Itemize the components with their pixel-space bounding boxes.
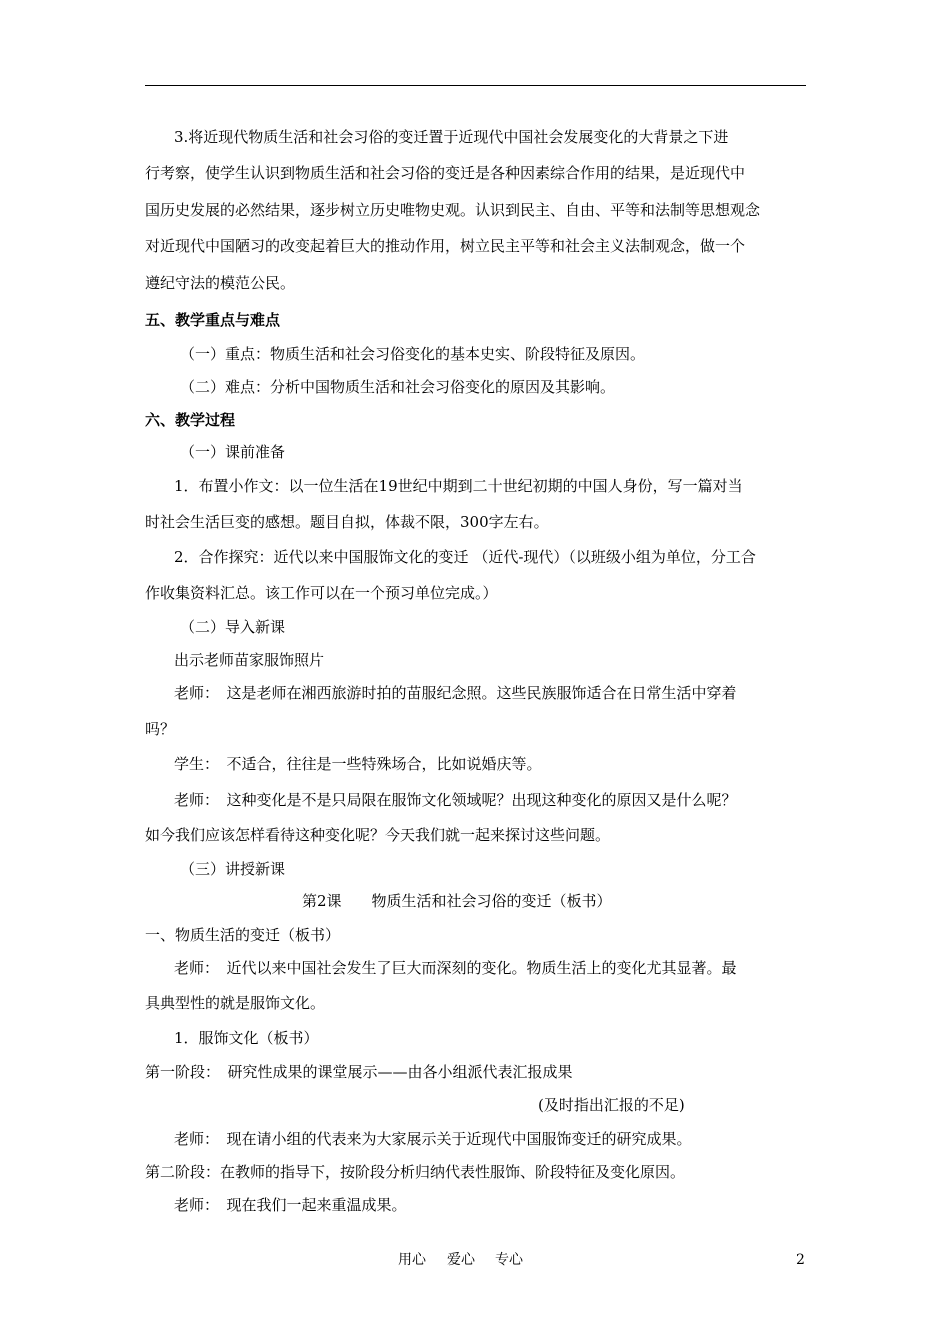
lesson-title: 第2课 物质生活和社会习俗的变迁（板书） [302,892,612,910]
subheading: （二）导入新课 [180,618,286,636]
note-line: (及时指出汇报的不足) [538,1096,685,1114]
dialogue-line: 吗？ [145,720,176,738]
paragraph-line: 2．合作探究：近代以来中国服饰文化的变迁 （近代-现代）（以班级小组为单位，分工合 [174,548,756,566]
dialogue-line: 老师： 这种变化是不是只局限在服饰文化领域呢？出现这种变化的原因又是什么呢？ [174,791,737,809]
page-number: 2 [796,1252,805,1268]
paragraph-line: 国历史发展的必然结果，逐步树立历史唯物史观。认识到民主、自由、平等和法制等思想观念 [145,201,761,219]
difficult-point: （二）难点：分析中国物质生活和社会习俗变化的原因及其影响。 [180,378,616,396]
footer-motto: 用心 [398,1252,426,1268]
section-heading: 五、教学重点与难点 [145,311,281,329]
footer-motto: 专心 [495,1252,523,1268]
subheading: （一）课前准备 [180,443,286,461]
part-heading: 一、物质生活的变迁（板书） [145,926,341,944]
paragraph-line: 时社会生活巨变的感想。题目自拟，体裁不限，300字左右。 [145,513,549,531]
dialogue-line: 老师： 这是老师在湘西旅游时拍的苗服纪念照。这些民族服饰适合在日常生活中穿着 [174,684,737,702]
paragraph-line: 对近现代中国陋习的改变起着巨大的推动作用，树立民主平等和社会主义法制观念，做一个 [145,237,746,255]
section-heading: 六、教学过程 [145,411,236,429]
paragraph-line: 出示老师苗家服饰照片 [174,651,325,669]
dialogue-line: 如今我们应该怎样看待这种变化呢？今天我们就一起来探讨这些问题。 [145,826,611,844]
subheading: 1．服饰文化（板书） [174,1029,319,1047]
dialogue-line: 学生： 不适合，往往是一些特殊场合，比如说婚庆等。 [174,755,542,773]
paragraph-line: 1．布置小作文：以一位生活在19世纪中期到二十世纪初期的中国人身份，写一篇对当 [174,477,743,495]
paragraph-line: 3.将近现代物质生活和社会习俗的变迁置于近现代中国社会发展变化的大背景之下进 [174,128,729,146]
footer-motto: 爱心 [447,1252,475,1268]
stage-line: 第二阶段：在教师的指导下，按阶段分析归纳代表性服饰、阶段特征及变化原因。 [145,1163,686,1181]
dialogue-line: 老师： 现在我们一起来重温成果。 [174,1196,407,1214]
paragraph-line: 作收集资料汇总。该工作可以在一个预习单位完成。） [145,584,498,602]
dialogue-line: 老师： 近代以来中国社会发生了巨大而深刻的变化。物质生活上的变化尤其显著。最 [174,959,737,977]
dialogue-line: 老师： 现在请小组的代表来为大家展示关于近现代中国服饰变迁的研究成果。 [174,1130,692,1148]
paragraph-line: 行考察，使学生认识到物质生活和社会习俗的变迁是各种因素综合作用的结果，是近现代中 [145,164,746,182]
key-point: （一）重点：物质生活和社会习俗变化的基本史实、阶段特征及原因。 [180,345,646,363]
paragraph-line: 遵纪守法的模范公民。 [145,274,296,292]
stage-line: 第一阶段： 研究性成果的课堂展示——由各小组派代表汇报成果 [145,1063,573,1081]
dialogue-line: 具典型性的就是服饰文化。 [145,994,326,1012]
header-rule [145,85,806,86]
subheading: （三）讲授新课 [180,860,286,878]
